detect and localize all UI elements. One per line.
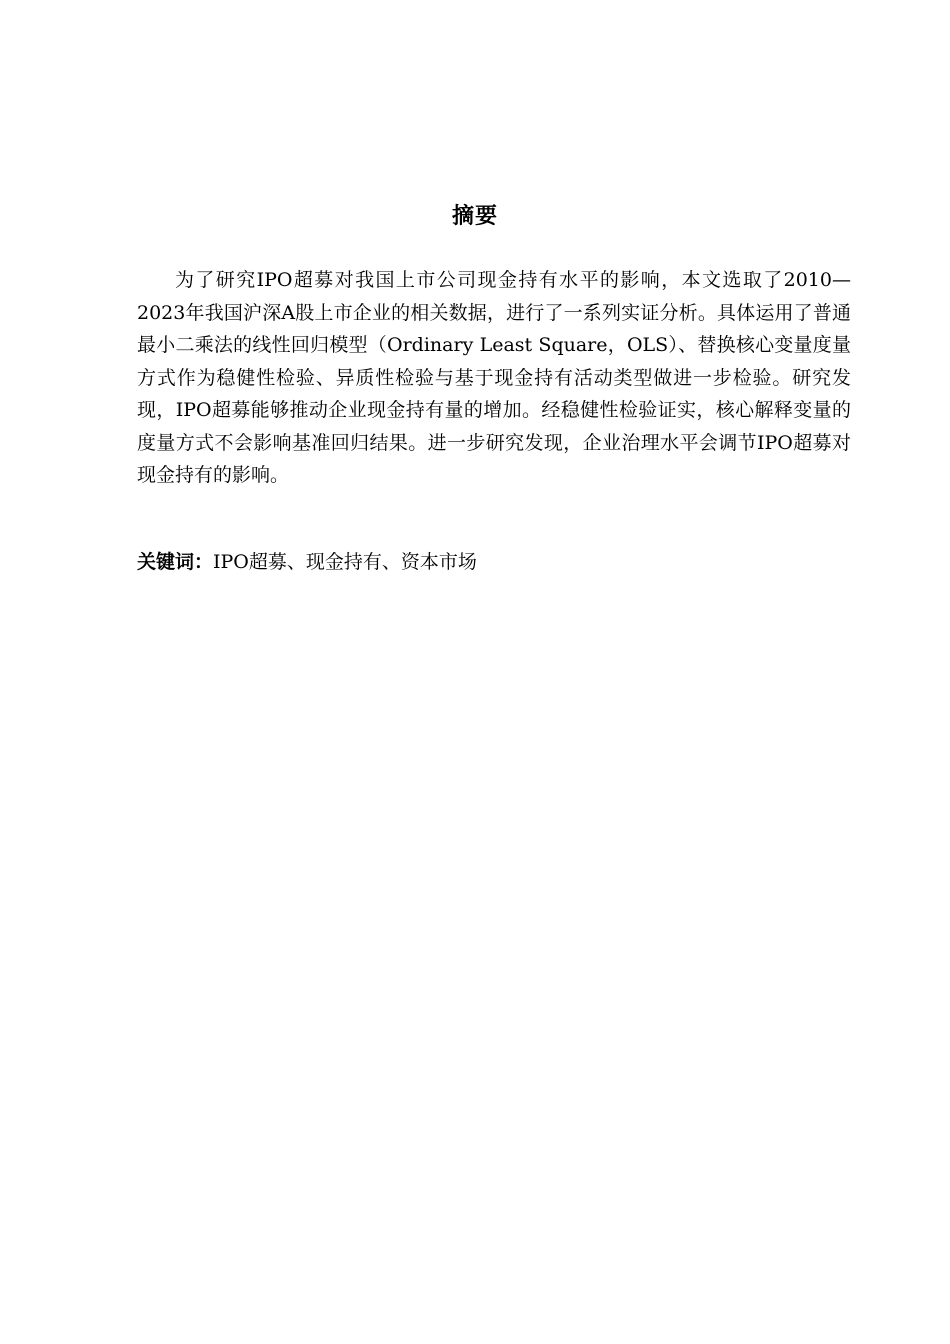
abstract-title: 摘要	[451, 204, 498, 229]
keywords-value: IPO超募、现金持有、资本市场	[213, 551, 477, 573]
abstract-body: 为了研究IPO超募对我国上市公司现金持有水平的影响，本文选取了2010—2023年我国沪深A股上市企业的相关数据，进行了一系列实证分析。具体运用了普通最小二乘法的线性回归模型（Ordinary Least Square，OLS）、替换核心变量度量方式作为稳健性检验、异质性检验与基于现金持有活动类型做进一步检验。研究发现，IPO超募能够推动企业现金持有量的增加。经稳健性检验证实，核心解释变量的度量方式不会影响基准回归结果。进一步研究发现，企业治理水平会调节IPO超募对现金持有的影响。	[137, 269, 851, 486]
keywords-label: 关键词：	[137, 551, 214, 573]
keywords-line	[137, 546, 851, 578]
